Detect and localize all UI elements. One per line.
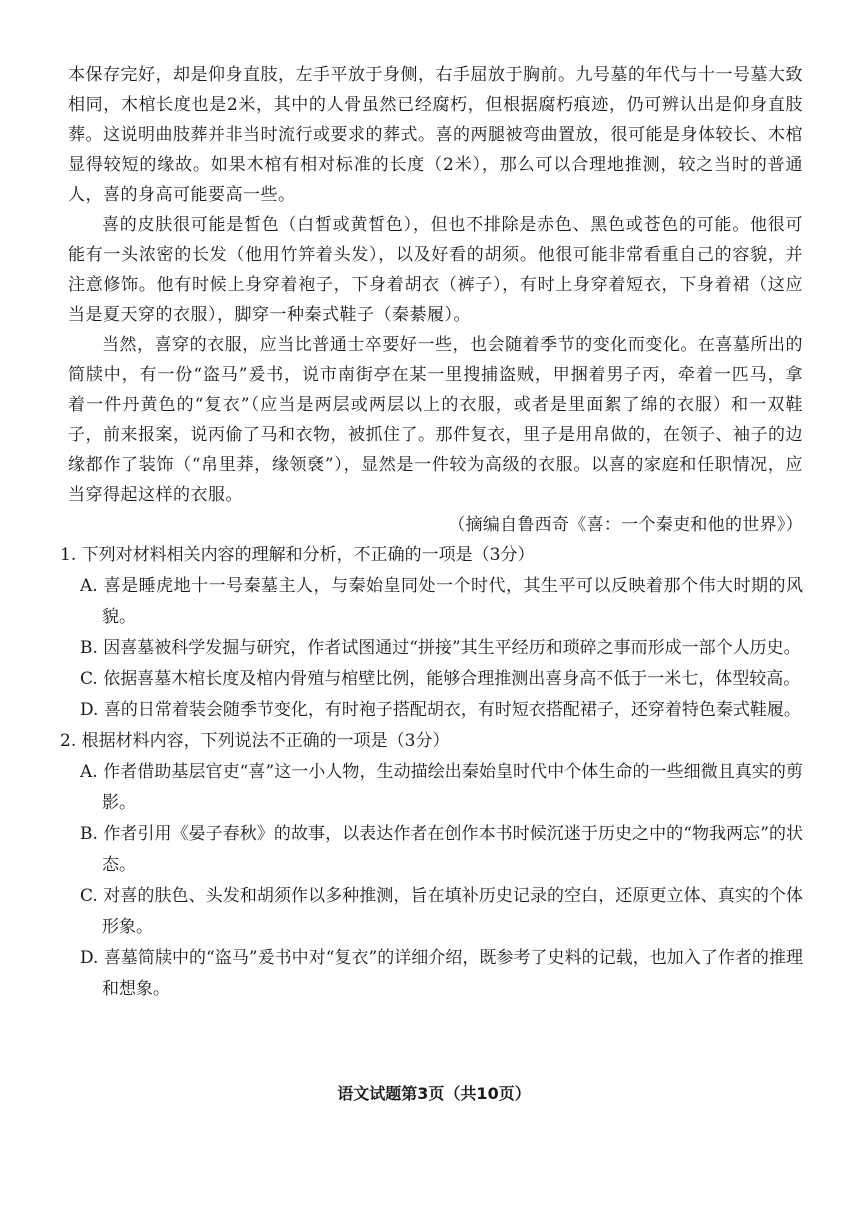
passage-paragraph: 本保存完好，却是仰身直肢，左手平放于身侧，右手屈放于胸前。九号墓的年代与十一号墓大致相同，木棺长度也是2米，其中的人骨虽然已经腐朽，但根据腐朽痕迹，仍可辨认出是仰身直肢葬。这说明曲肢葬并非当时流行或要求的葬式。喜的两腿被弯曲置放，很可能是身体较长、木棺显得较短的缘故。如果木棺有相对标准的长度（2米），那么可以合理地推测，较之当时的普通人，喜的身高可能要高一些。 [68,65,803,205]
passage-paragraph: 喜的皮肤很可能是皙色（白皙或黄皙色），但也不排除是赤色、黑色或苍色的可能。他很可能有一头浓密的长发（他用竹笄着头发），以及好看的胡须。他很可能非常看重自己的容貌，并注意修饰。他有时候上身穿着袍子，下身着胡衣（裤子），有时上身穿着短衣，下身着裙（这应当是夏天穿的衣服），脚穿一种秦式鞋子（秦綦履）。 [68,215,803,325]
question-stem: 1. 下列对材料相关内容的理解和分析，不正确的一项是（3分） [60,545,535,565]
page-footer: 语文试题第3页（共10页） [337,1084,531,1103]
question-1 [60,540,803,726]
question-option-a: A. 作者借助基层官吏“喜”这一小人物，生动描绘出秦始皇时代中个体生命的一些细微且真实的剪影。 [80,762,803,813]
passage-source: （摘编自鲁西奇《喜：一个秦吏和他的世界》） [448,515,803,535]
question-2 [60,726,803,1005]
question-option-b: B. 作者引用《晏子春秋》的故事，以表达作者在创作本书时候沉迷于历史之中的“物我两忘”的状态。 [80,824,803,875]
exam-page [60,60,803,1005]
reading-passage [68,60,803,540]
question-option-d: D. 喜的日常着装会随季节变化，有时袍子搭配胡衣，有时短衣搭配裙子，还穿着特色秦式鞋履。 [80,700,801,720]
question-option-b: B. 因喜墓被科学发掘与研究，作者试图通过“拼接”其生平经历和琐碎之事而形成一部个人历史。 [80,638,801,658]
question-option-c: C. 对喜的肤色、头发和胡须作以多种推测，旨在填补历史记录的空白，还原更立体、真实的个体形象。 [80,886,803,937]
question-stem: 2. 根据材料内容，下列说法不正确的一项是（3分） [60,731,450,751]
question-option-c: C. 依据喜墓木棺长度及棺内骨殖与棺壁比例，能够合理推测出喜身高不低于一米七，体型较高。 [80,669,801,689]
passage-paragraph: 当然，喜穿的衣服，应当比普通士卒要好一些，也会随着季节的变化而变化。在喜墓所出的简牍中，有一份“盗马”爰书，说市南街亭在某一里搜捕盗贼，甲捆着男子丙，牵着一匹马，拿着一件丹黄色的“复衣”（应当是两层或两层以上的衣服，或者是里面絮了绵的衣服）和一双鞋子，前来报案，说丙偷了马和衣物，被抓住了。那件复衣，里子是用帛做的，在领子、袖子的边缘都作了装饰（“帛里莽，缘领褎”），显然是一件较为高级的衣服。以喜的家庭和任职情况，应当穿得起这样的衣服。 [68,335,803,505]
question-option-d: D. 喜墓简牍中的“盗马”爰书中对“复衣”的详细介绍，既参考了史料的记载，也加入了作者的推理和想象。 [80,948,803,999]
question-option-a: A. 喜是睡虎地十一号秦墓主人，与秦始皇同处一个时代，其生平可以反映着那个伟大时期的风貌。 [80,576,803,627]
